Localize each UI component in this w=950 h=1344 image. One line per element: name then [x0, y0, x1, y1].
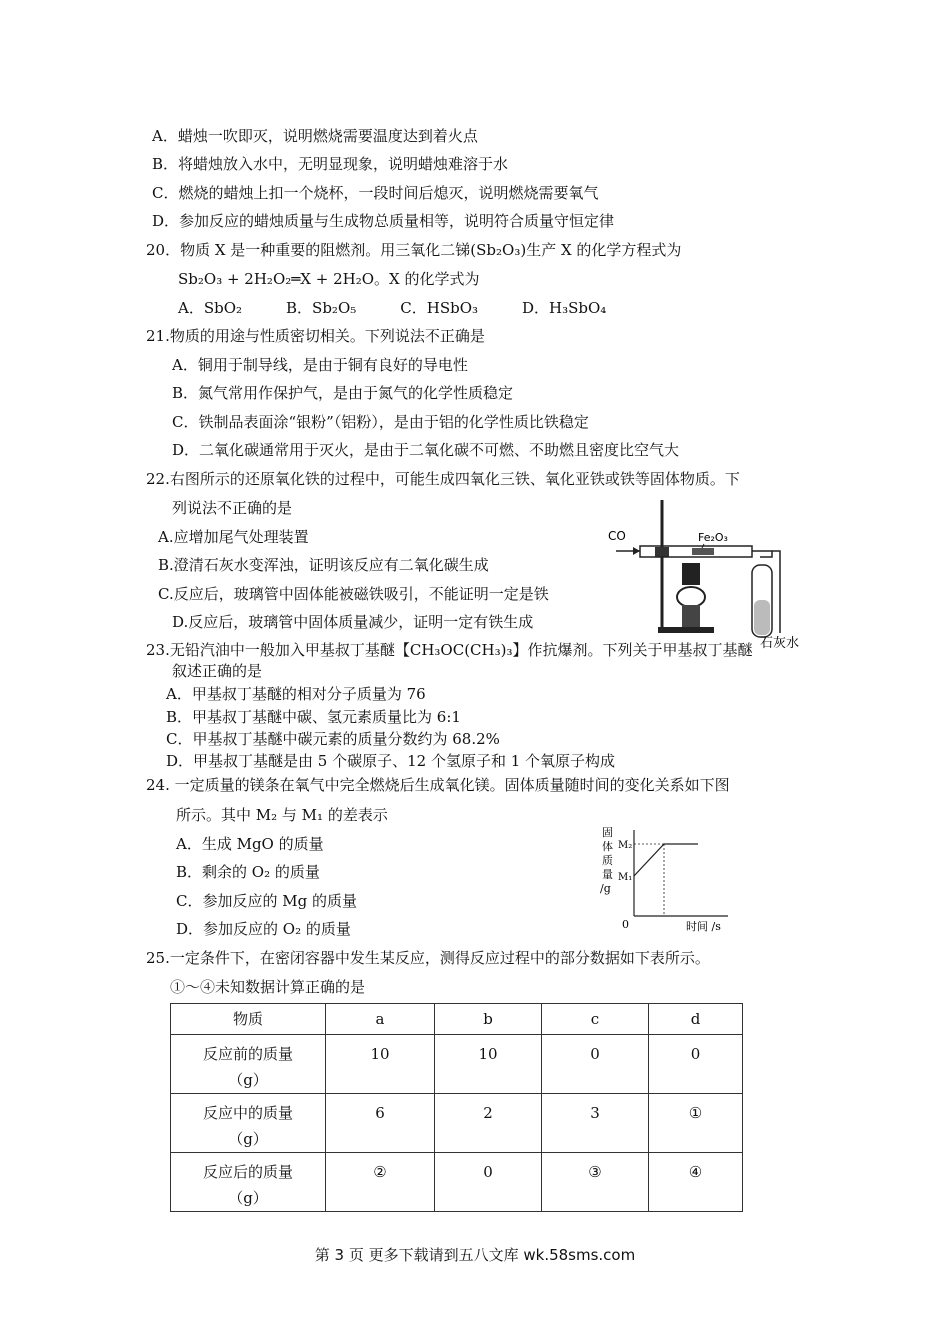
q24-option-d: D．参加反应的 O₂ 的质量: [176, 920, 351, 938]
table-cell: 2: [435, 1094, 542, 1153]
table-header-row: [171, 1004, 743, 1035]
y-label-char-5: /g: [600, 882, 611, 895]
q21-option-d: D．二氧化碳通常用于灭火，是由于二氧化碳不可燃、不助燃且密度比空气大: [172, 441, 680, 459]
y-label-char-1: 固: [602, 826, 613, 839]
m2-label: M₂: [618, 840, 633, 851]
q20-option-a: A．SbO₂: [178, 299, 243, 317]
q20-equation: Sb₂O₃ + 2H₂O₂═X + 2H₂O。X 的化学式为: [178, 270, 480, 288]
q23-stem-line1: 23.无铅汽油中一般加入甲基叔丁基醚【CH₃OC(CH₃)₃】作抗爆剂。下列关于甲基叔丁基醚: [146, 641, 753, 659]
q25-data-table: [170, 1003, 743, 1212]
mass-curve: [634, 844, 698, 876]
row-label: [171, 1153, 326, 1212]
table-cell: ①: [649, 1094, 743, 1153]
q21-option-b: B．氮气常用作保护气，是由于氮气的化学性质稳定: [172, 384, 514, 402]
clamp: [655, 547, 669, 557]
q24-option-b: B．剩余的 O₂ 的质量: [176, 863, 320, 881]
row-label-unit: （g）: [228, 1130, 268, 1148]
table-cell: ③: [542, 1153, 649, 1212]
q25-stem-line2: ①～④未知数据计算正确的是: [170, 978, 366, 996]
row-label-unit: （g）: [228, 1071, 268, 1089]
y-label-char-4: 量: [602, 868, 613, 881]
table-row: [171, 1153, 743, 1212]
header-b: b: [435, 1004, 542, 1035]
q22-stem-line1: 22.右图所示的还原氧化铁的过程中，可能生成四氧化三铁、氧化亚铁或铁等固体物质。下: [146, 470, 740, 488]
m1-label: M₁: [618, 872, 633, 883]
co-label: CO: [608, 529, 626, 543]
table-row: [171, 1035, 743, 1094]
table-cell: 0: [435, 1153, 542, 1212]
q19-option-a: A．蜡烛一吹即灭，说明燃烧需要温度达到着火点: [152, 127, 478, 145]
q24-stem-line2: 所示。其中 M₂ 与 M₁ 的差表示: [176, 806, 388, 824]
q21-option-c: C．铁制品表面涂“银粉”（铝粉），是由于铝的化学性质比铁稳定: [172, 413, 589, 431]
q23-stem-line2: 叙述正确的是: [172, 662, 263, 680]
q19-option-d: D．参加反应的蜡烛质量与生成物总质量相等，说明符合质量守恒定律: [152, 212, 615, 230]
row-label-text: 反应前的质量: [202, 1045, 293, 1063]
mass-time-graph: [590, 824, 740, 936]
q24-stem-line1: 24. 一定质量的镁条在氧气中完全燃烧后生成氧化镁。固体质量随时间的变化关系如下图: [146, 776, 730, 794]
limewater-liquid: [754, 600, 770, 635]
table-cell: 10: [326, 1035, 435, 1094]
fe2o3-label: Fe₂O₃: [698, 531, 728, 544]
q24-option-a: A．生成 MgO 的质量: [176, 835, 324, 853]
header-substance: 物质: [171, 1004, 326, 1035]
q23-option-a: A．甲基叔丁基醚的相对分子质量为 76: [166, 685, 426, 703]
row-label-text: 反应后的质量: [202, 1163, 293, 1181]
table-cell: 0: [542, 1035, 649, 1094]
table-cell: ④: [649, 1153, 743, 1212]
page-footer: 第 3 页 更多下载请到五八文库 wk.58sms.com: [314, 1246, 636, 1264]
burner-body: [677, 587, 705, 607]
header-a: a: [326, 1004, 435, 1035]
table-cell: 3: [542, 1094, 649, 1153]
y-label-char-2: 体: [602, 840, 613, 853]
delivery-tube: [772, 551, 780, 633]
q20-options: [178, 298, 650, 318]
q19-option-c: C．燃烧的蜡烛上扣一个烧杯，一段时间后熄灭，说明燃烧需要氧气: [152, 184, 599, 202]
table-row: [171, 1094, 743, 1153]
limewater-label: 石灰水: [760, 636, 800, 650]
header-c: c: [542, 1004, 649, 1035]
table-cell: ②: [326, 1153, 435, 1212]
q19-option-b: B．将蜡烛放入水中，无明显现象，说明蜡烛难溶于水: [152, 155, 509, 173]
q21-option-a: A．铜用于制导线，是由于铜有良好的导电性: [172, 356, 468, 374]
burner-base: [682, 605, 700, 627]
origin-label: 0: [622, 918, 629, 931]
row-label-text: 反应中的质量: [202, 1104, 293, 1122]
q20-option-d: D．H₃SbO₄: [522, 299, 607, 317]
q22-option-b: B.澄清石灰水变浑浊，证明该反应有二氧化碳生成: [158, 556, 489, 574]
iron-oxide-powder: [692, 548, 714, 555]
q22-option-a: A.应增加尾气处理装置: [158, 528, 309, 546]
q20-option-c: C．HSbO₃: [400, 299, 479, 317]
q23-option-b: B．甲基叔丁基醚中碳、氢元素质量比为 6:1: [166, 708, 461, 726]
q22-stem-line2: 列说法不正确的是: [172, 499, 293, 517]
burner-flame-guard: [682, 563, 700, 585]
q21-stem: 21.物质的用途与性质密切相关。下列说法不正确是: [146, 327, 485, 345]
q22-option-d: D.反应后，玻璃管中固体质量减少，证明一定有铁生成: [172, 613, 534, 631]
q23-option-d: D．甲基叔丁基醚是由 5 个碳原子、12 个氢原子和 1 个氧原子构成: [166, 752, 616, 770]
table-cell: 6: [326, 1094, 435, 1153]
co-arrow-head: [633, 547, 640, 555]
outlet-connector: [752, 551, 772, 557]
q24-option-c: C．参加反应的 Mg 的质量: [176, 892, 357, 910]
row-label: [171, 1094, 326, 1153]
stand-base: [658, 627, 714, 633]
x-axis-label: 时间 /s: [686, 920, 721, 933]
row-label-unit: （g）: [228, 1189, 268, 1207]
table-cell: 0: [649, 1035, 743, 1094]
q22-option-c: C.反应后，玻璃管中固体能被磁铁吸引，不能证明一定是铁: [158, 585, 549, 603]
y-label-char-3: 质: [602, 854, 613, 867]
iron-oxide-reduction-apparatus: [600, 495, 810, 650]
q20-option-b: B．Sb₂O₅: [286, 299, 357, 317]
table-cell: 10: [435, 1035, 542, 1094]
header-d: d: [649, 1004, 743, 1035]
q25-stem-line1: 25.一定条件下，在密闭容器中发生某反应，测得反应过程中的部分数据如下表所示。: [146, 949, 710, 967]
q23-option-c: C．甲基叔丁基醚中碳元素的质量分数约为 68.2%: [166, 730, 500, 748]
q20-stem: 20．物质 X 是一种重要的阻燃剂。用三氧化二锑(Sb₂O₃)生产 X 的化学方程式为: [146, 241, 682, 259]
row-label: [171, 1035, 326, 1094]
